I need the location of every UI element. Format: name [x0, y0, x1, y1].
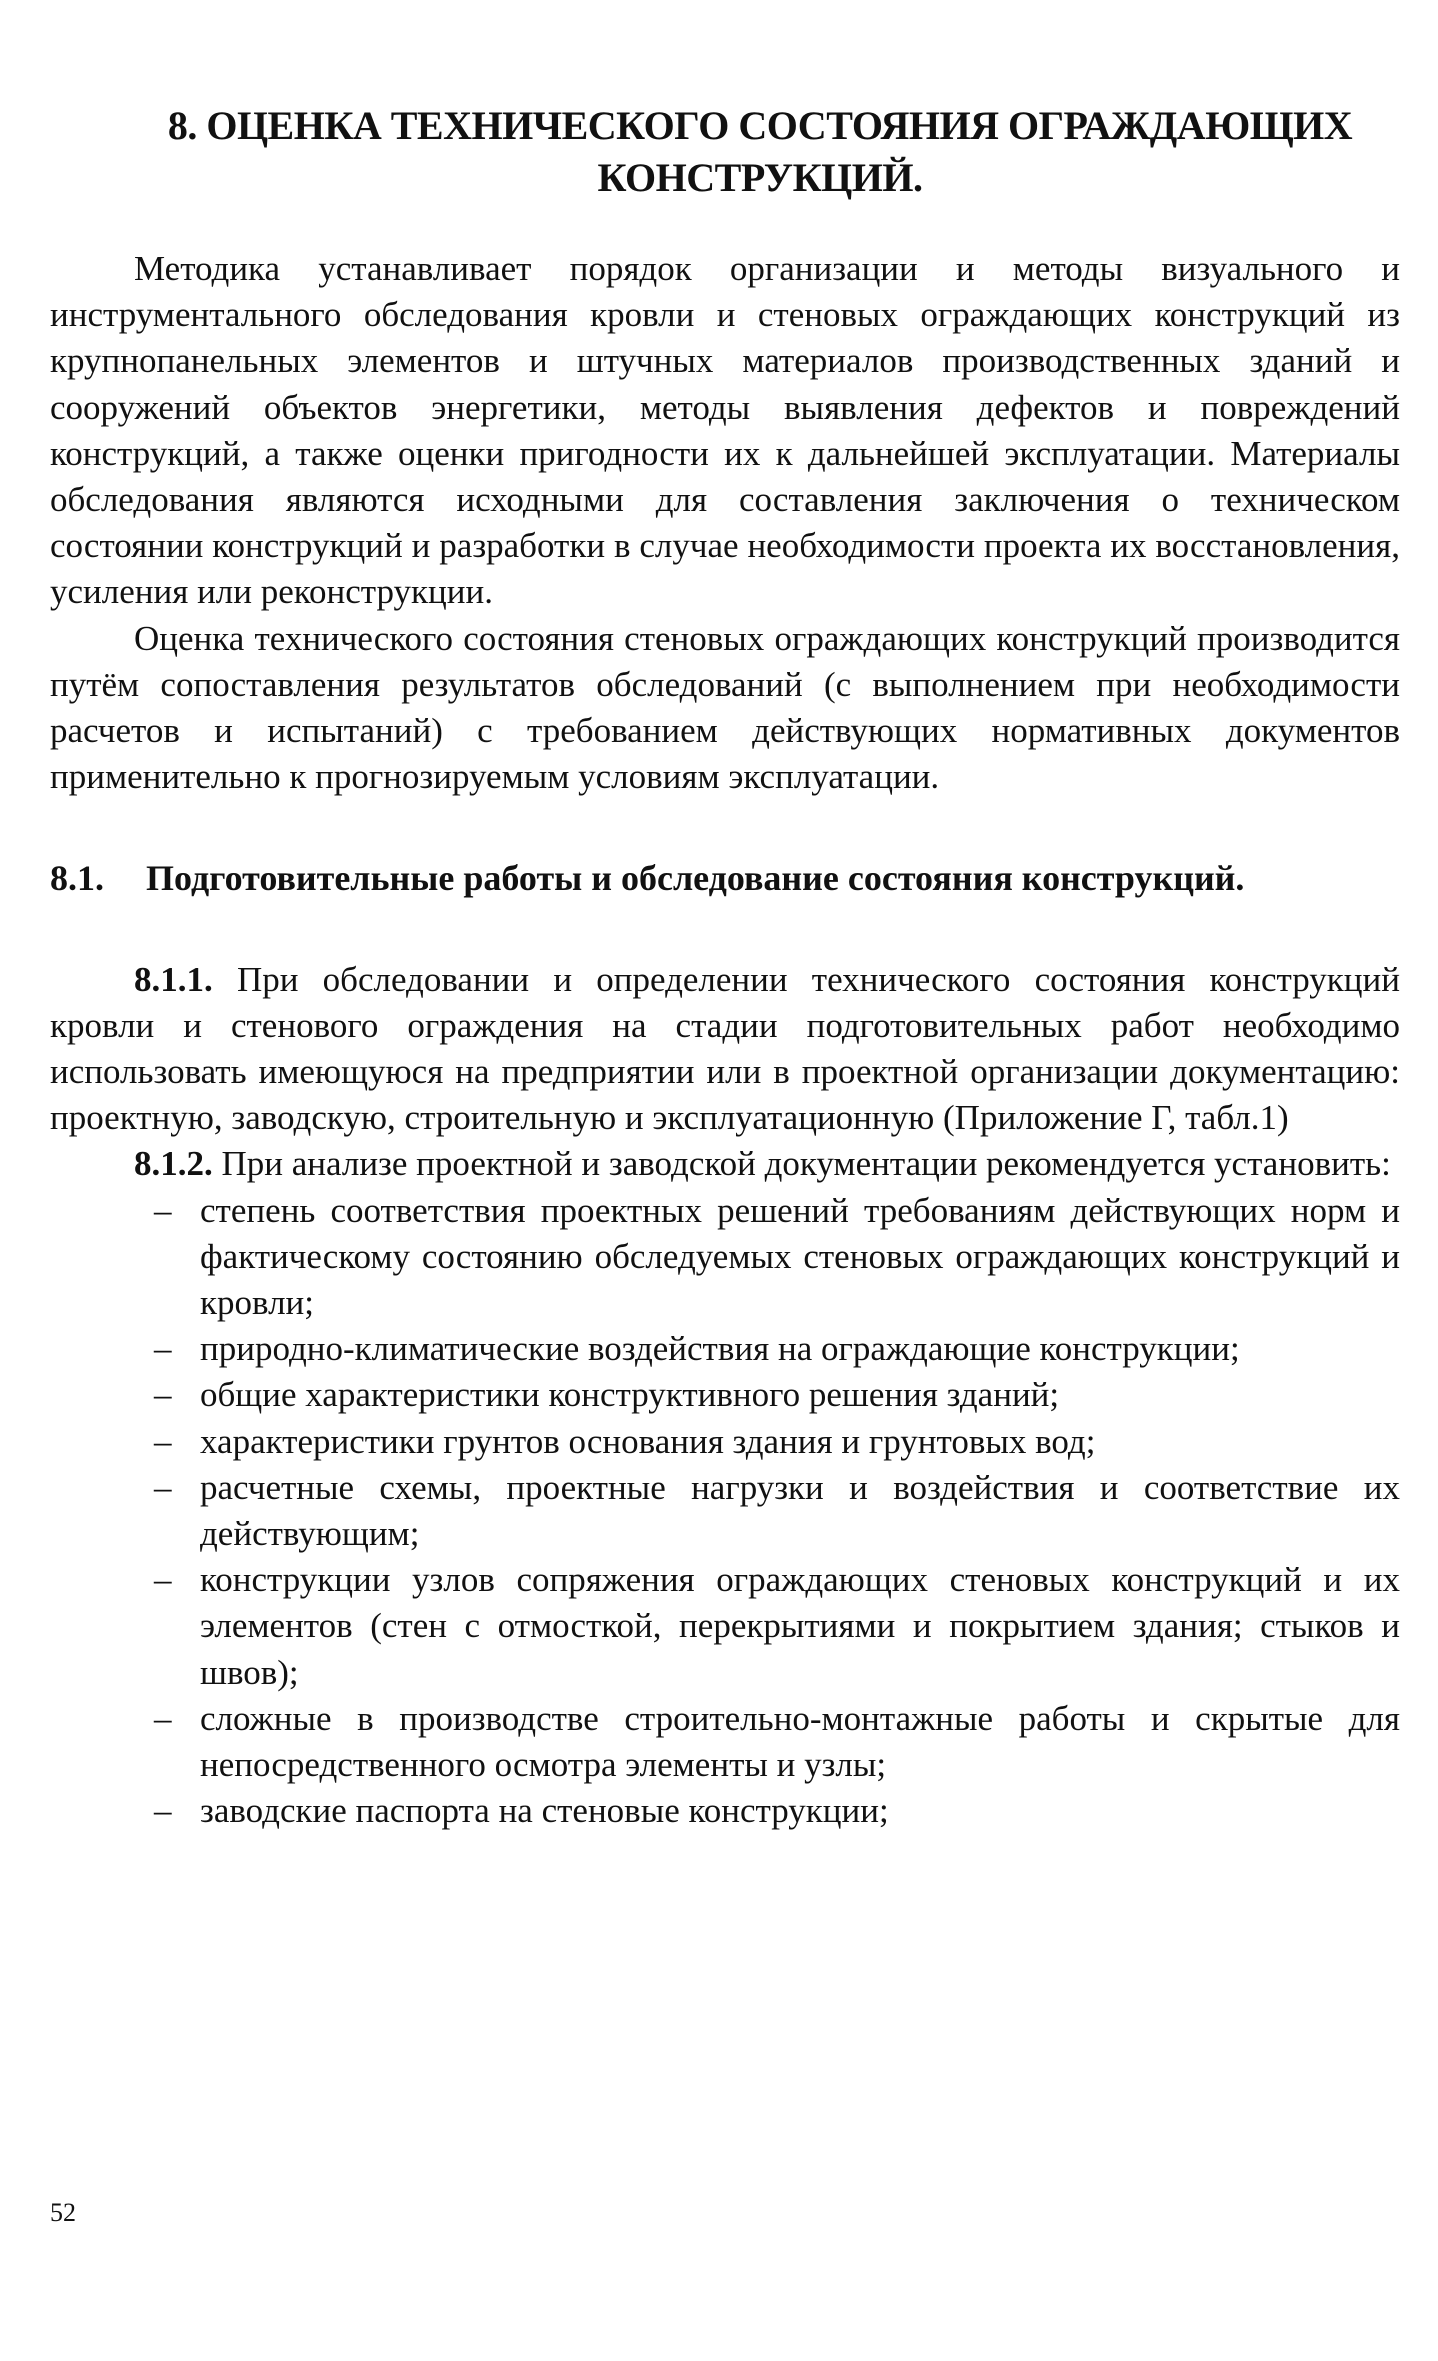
intro-paragraph-1: Методика устанавливает порядок организации и методы визуального и инструментального обследования кровли и стеновых ограждающих конструкций из крупнопанельных элементов и штучных материалов производственных зданий и сооружений объектов энергетики, методы выявления дефектов и повреждений конструкций, а также оценки пригодности их к дальнейшей эксплуатации. Материалы обследования являются исходными для составления заключения о техническом состоянии конструкций и разработки в случае необходимости проекта их восстановления, усиления или реконструкции. — [50, 249, 1400, 612]
list-item-text: общие характеристики конструктивного решения зданий; — [200, 1375, 1060, 1415]
dash-bullet: – — [154, 1467, 172, 1507]
list-item-text: заводские паспорта на стеновые конструкции; — [200, 1791, 889, 1831]
list-item-text: конструкции узлов сопряжения ограждающих стеновых конструкций и их элементов (стен с отмосткой, перекрытиями и покрытием здания; стыков и швов); — [200, 1560, 1400, 1692]
list-item-text: сложные в производстве строительно-монтажные работы и скрытые для непосредственного осмотра элементы и узлы; — [200, 1698, 1400, 1785]
subsection-text: При анализе проектной и заводской документации рекомендуется установить: — [212, 1144, 1391, 1184]
dash-bullet: – — [154, 1560, 172, 1600]
subsection-number: 8.1.1. — [134, 959, 213, 999]
chapter-title-line-2: КОНСТРУКЦИЙ. — [597, 155, 923, 200]
chapter-title-line-1: 8. ОЦЕНКА ТЕХНИЧЕСКОГО СОСТОЯНИЯ ОГРАЖДАЮЩИХ — [167, 103, 1353, 148]
section-title: Подготовительные работы и обследование состояния конструкций. — [146, 858, 1245, 899]
dash-bullet: – — [154, 1190, 172, 1230]
list-item-text: природно-климатические воздействия на ограждающие конструкции; — [200, 1329, 1240, 1369]
section-heading — [50, 855, 1400, 901]
dash-bullet: – — [154, 1375, 172, 1415]
dash-bullet: – — [154, 1329, 172, 1369]
subsection-number: 8.1.2. — [134, 1144, 213, 1184]
list-item — [50, 1372, 1400, 1418]
list-item — [50, 1788, 1400, 1834]
chapter-title — [120, 100, 1400, 204]
list-item — [50, 1326, 1400, 1372]
dash-bullet: – — [154, 1698, 172, 1738]
requirements-list — [50, 1188, 1400, 1835]
page-number: 52 — [50, 2198, 76, 2227]
list-item — [50, 1557, 1400, 1696]
list-item — [50, 1419, 1400, 1465]
dash-bullet: – — [154, 1421, 172, 1461]
list-item — [50, 1465, 1400, 1557]
dash-bullet: – — [154, 1791, 172, 1831]
list-item — [50, 1188, 1400, 1327]
list-item-text: степень соответствия проектных решений требованиям действующих норм и фактическому состоянию обследуемых стеновых ограждающих конструкций и кровли; — [200, 1190, 1400, 1323]
list-item — [50, 1696, 1400, 1788]
page-body — [50, 246, 1400, 1835]
subsection-text: При обследовании и определении технического состояния конструкций кровли и стенового ограждения на стадии подготовительных работ необходимо использовать имеющуюся на предприятии или в проектной организации документацию: проектную, заводскую, строительную и эксплуатационную (Приложение Г, табл.1) — [50, 959, 1400, 1138]
list-item-text: характеристики грунтов основания здания и грунтовых вод; — [200, 1421, 1096, 1461]
section-number: 8.1. — [50, 858, 104, 899]
intro-paragraph-2: Оценка технического состояния стеновых ограждающих конструкций производится путём сопоставления результатов обследований (с выполнением при необходимости расчетов и испытаний) с требованием действующих нормативных документов применительно к прогнозируемым условиям эксплуатации. — [50, 618, 1400, 797]
list-item-text: расчетные схемы, проектные нагрузки и воздействия и соответствие их действующим; — [200, 1467, 1400, 1554]
subsection-paragraph-2 — [50, 1141, 1400, 1187]
subsection-paragraph-1 — [50, 957, 1400, 1142]
